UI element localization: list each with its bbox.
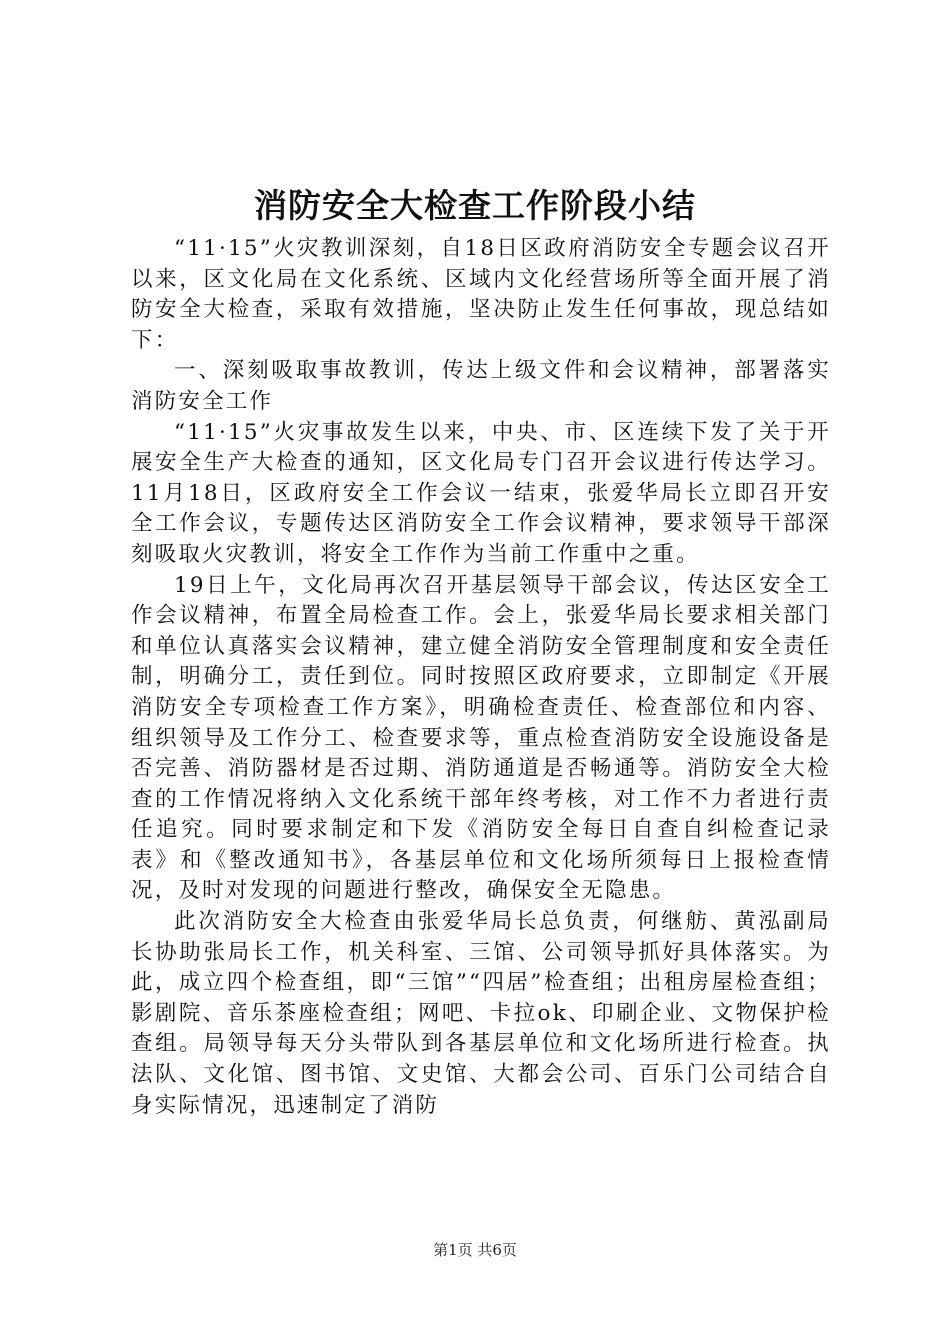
paragraph-2: “11·15”火灾事故发生以来，中央、市、区连续下发了关于开展安全生产大检查的通知，区文化局专门召开会议进行传达学习。11月18日，区政府安全工作会议一结束，张爱华局长立即召开安全工作会议，专题传达区消防安全工作会议精神，要求领导干部深刻吸取火灾教训，将安全工作作为当前工作重中之重。 xyxy=(131,419,831,567)
page-number-footer: 第1页 共6页 xyxy=(433,1241,517,1259)
paragraph-4: 此次消防安全大检查由张爱华局长总负责，何继舫、黄泓副局长协助张局长工作，机关科室、三馆、公司领导抓好具体落实。为此，成立四个检查组，即“三馆”“四居”检查组；出租房屋检查组；影剧院、音乐茶座检查组；网吧、卡拉ok、印刷企业、文物保护检查组。局领导每天分头带队到各基层单位和文化场所进行检查。执法队、文化馆、图书馆、文史馆、大都会公司、百乐门公司结合自身实际情况，迅速制定了消防 xyxy=(131,909,831,1118)
document-body xyxy=(131,234,831,1121)
paragraph-intro: “11·15”火灾教训深刻，自18日区政府消防安全专题会议召开以来，区文化局在文化系统、区域内文化经营场所等全面开展了消防安全大检查，采取有效措施，坚决防止发生任何事故，现总结如下： xyxy=(131,236,831,353)
section-heading-1: 一、深刻吸取事故教训，传达上级文件和会议精神，部署落实消防安全工作 xyxy=(131,358,831,414)
paragraph-3: 19日上午，文化局再次召开基层领导干部会议，传达区安全工作会议精神，布置全局检查工作。会上，张爱华局长要求相关部门和单位认真落实会议精神，建立健全消防安全管理制度和安全责任制，明确分工，责任到位。同时按照区政府要求，立即制定《开展消防安全专项检查工作方案》，明确检查责任、检查部位和内容、组织领导及工作分工、检查要求等，重点检查消防安全设施设备是否完善、消防器材是否过期、消防通道是否畅通等。消防安全大检查的工作情况将纳入文化系统干部年终考核，对工作不力者进行责任追究。同时要求制定和下发《消防安全每日自查自纠检查记录表》和《整改通知书》，各基层单位和文化场所须每日上报检查情况，及时对发现的问题进行整改，确保安全无隐患。 xyxy=(131,572,831,904)
document-title: 消防安全大检查工作阶段小结 xyxy=(254,186,696,225)
